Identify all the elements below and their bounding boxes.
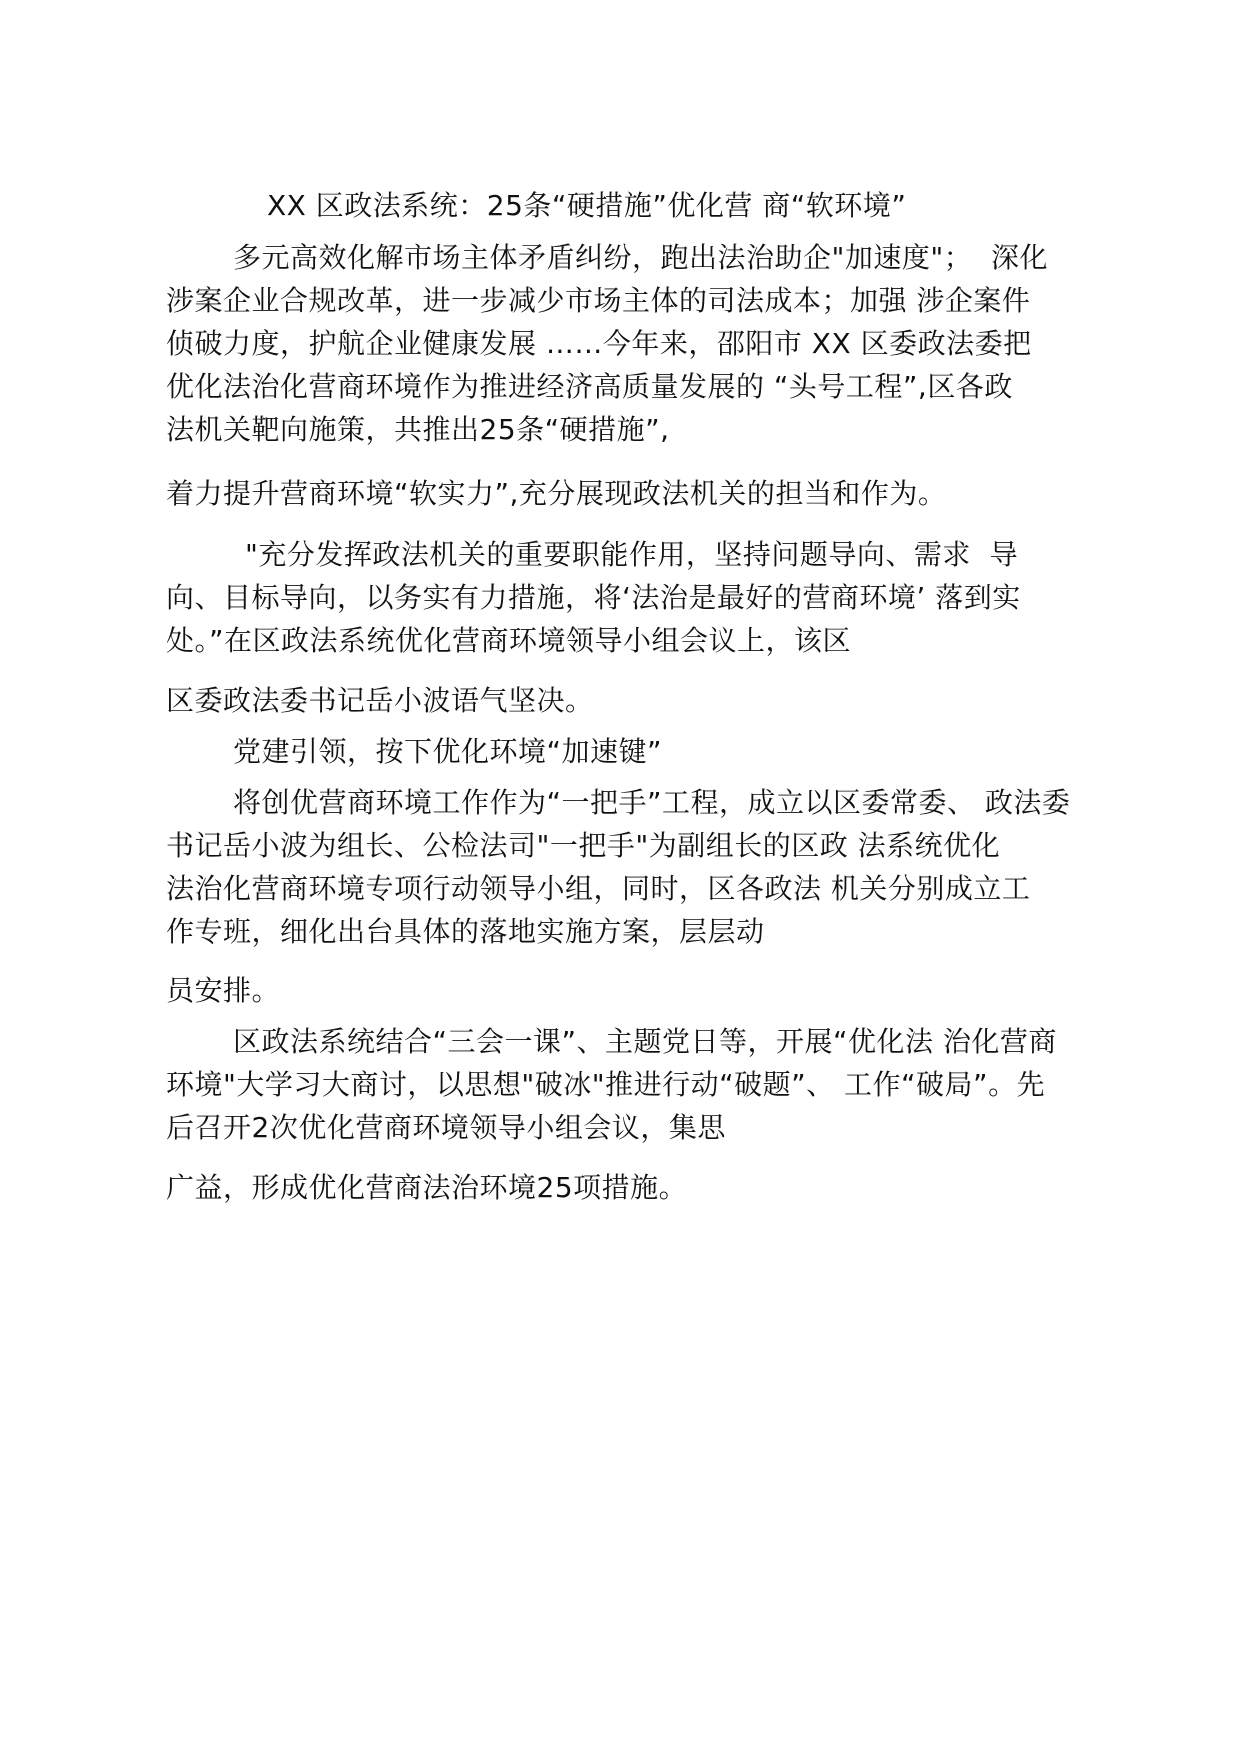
- paragraph-line-9: 处。”在区政法系统优化营商环境领导小组会议上，该区: [166, 624, 852, 657]
- paragraph-line-13: 法治化营商环境专项行动领导小组，同时，区各政法 机关分别成立工: [166, 872, 1031, 905]
- paragraph-line-16: 区政法系统结合“三会一课”、主题党日等，开展“优化法 治化营商: [233, 1025, 1057, 1058]
- paragraph-line-12: 书记岳小波为组长、公检法司"一把手"为副组长的区政 法系统优化: [166, 829, 1001, 862]
- paragraph-line-10: 区委政法委书记岳小波语气坚决。: [166, 684, 594, 717]
- paragraph-line-17: 环境"大学习大商讨，以思想"破冰"推进行动“破题”、 工作“破局”。先: [166, 1068, 1046, 1101]
- paragraph-line-11: 将创优营商环境工作作为“一把手”工程，成立以区委常委、 政法委: [233, 786, 1071, 819]
- paragraph-line-7: "充分发挥政法机关的重要职能作用，坚持问题导向、需求 导: [245, 538, 1019, 571]
- paragraph-line-2: 涉案企业合规改革，进一步减少市场主体的司法成本；加强 涉企案件: [166, 284, 1031, 317]
- paragraph-line-8: 向、目标导向，以务实有力措施，将‘法治是最好的营商环境’ 落到实: [166, 581, 1021, 614]
- document-title: XX 区政法系统：25条“硬措施”优化营 商“软环境”: [267, 189, 907, 222]
- paragraph-line-3: 侦破力度，护航企业健康发展 ……今年来，邵阳市 XX 区委政法委把: [166, 327, 1032, 360]
- paragraph-line-14: 作专班，细化出台具体的落地实施方案，层层动: [166, 915, 765, 948]
- paragraph-line-6: 着力提升营商环境“软实力”,充分展现政法机关的担当和作为。: [166, 477, 947, 510]
- section-heading: 党建引领，按下优化环境“加速键”: [233, 735, 663, 768]
- paragraph-line-19: 广益，形成优化营商法治环境25项措施。: [166, 1171, 688, 1204]
- paragraph-line-5: 法机关靶向施策，共推出25条“硬措施”,: [166, 413, 670, 446]
- paragraph-line-18: 后召开2次优化营商环境领导小组会议，集思: [166, 1111, 726, 1144]
- paragraph-line-1: 多元高效化解市场主体矛盾纠纷，跑出法治助企"加速度"； 深化: [233, 241, 1049, 274]
- paragraph-line-4: 优化法治化营商环境作为推进经济高质量发展的 “头号工程”,区各政: [166, 370, 1013, 403]
- paragraph-line-15: 员安排。: [166, 974, 281, 1007]
